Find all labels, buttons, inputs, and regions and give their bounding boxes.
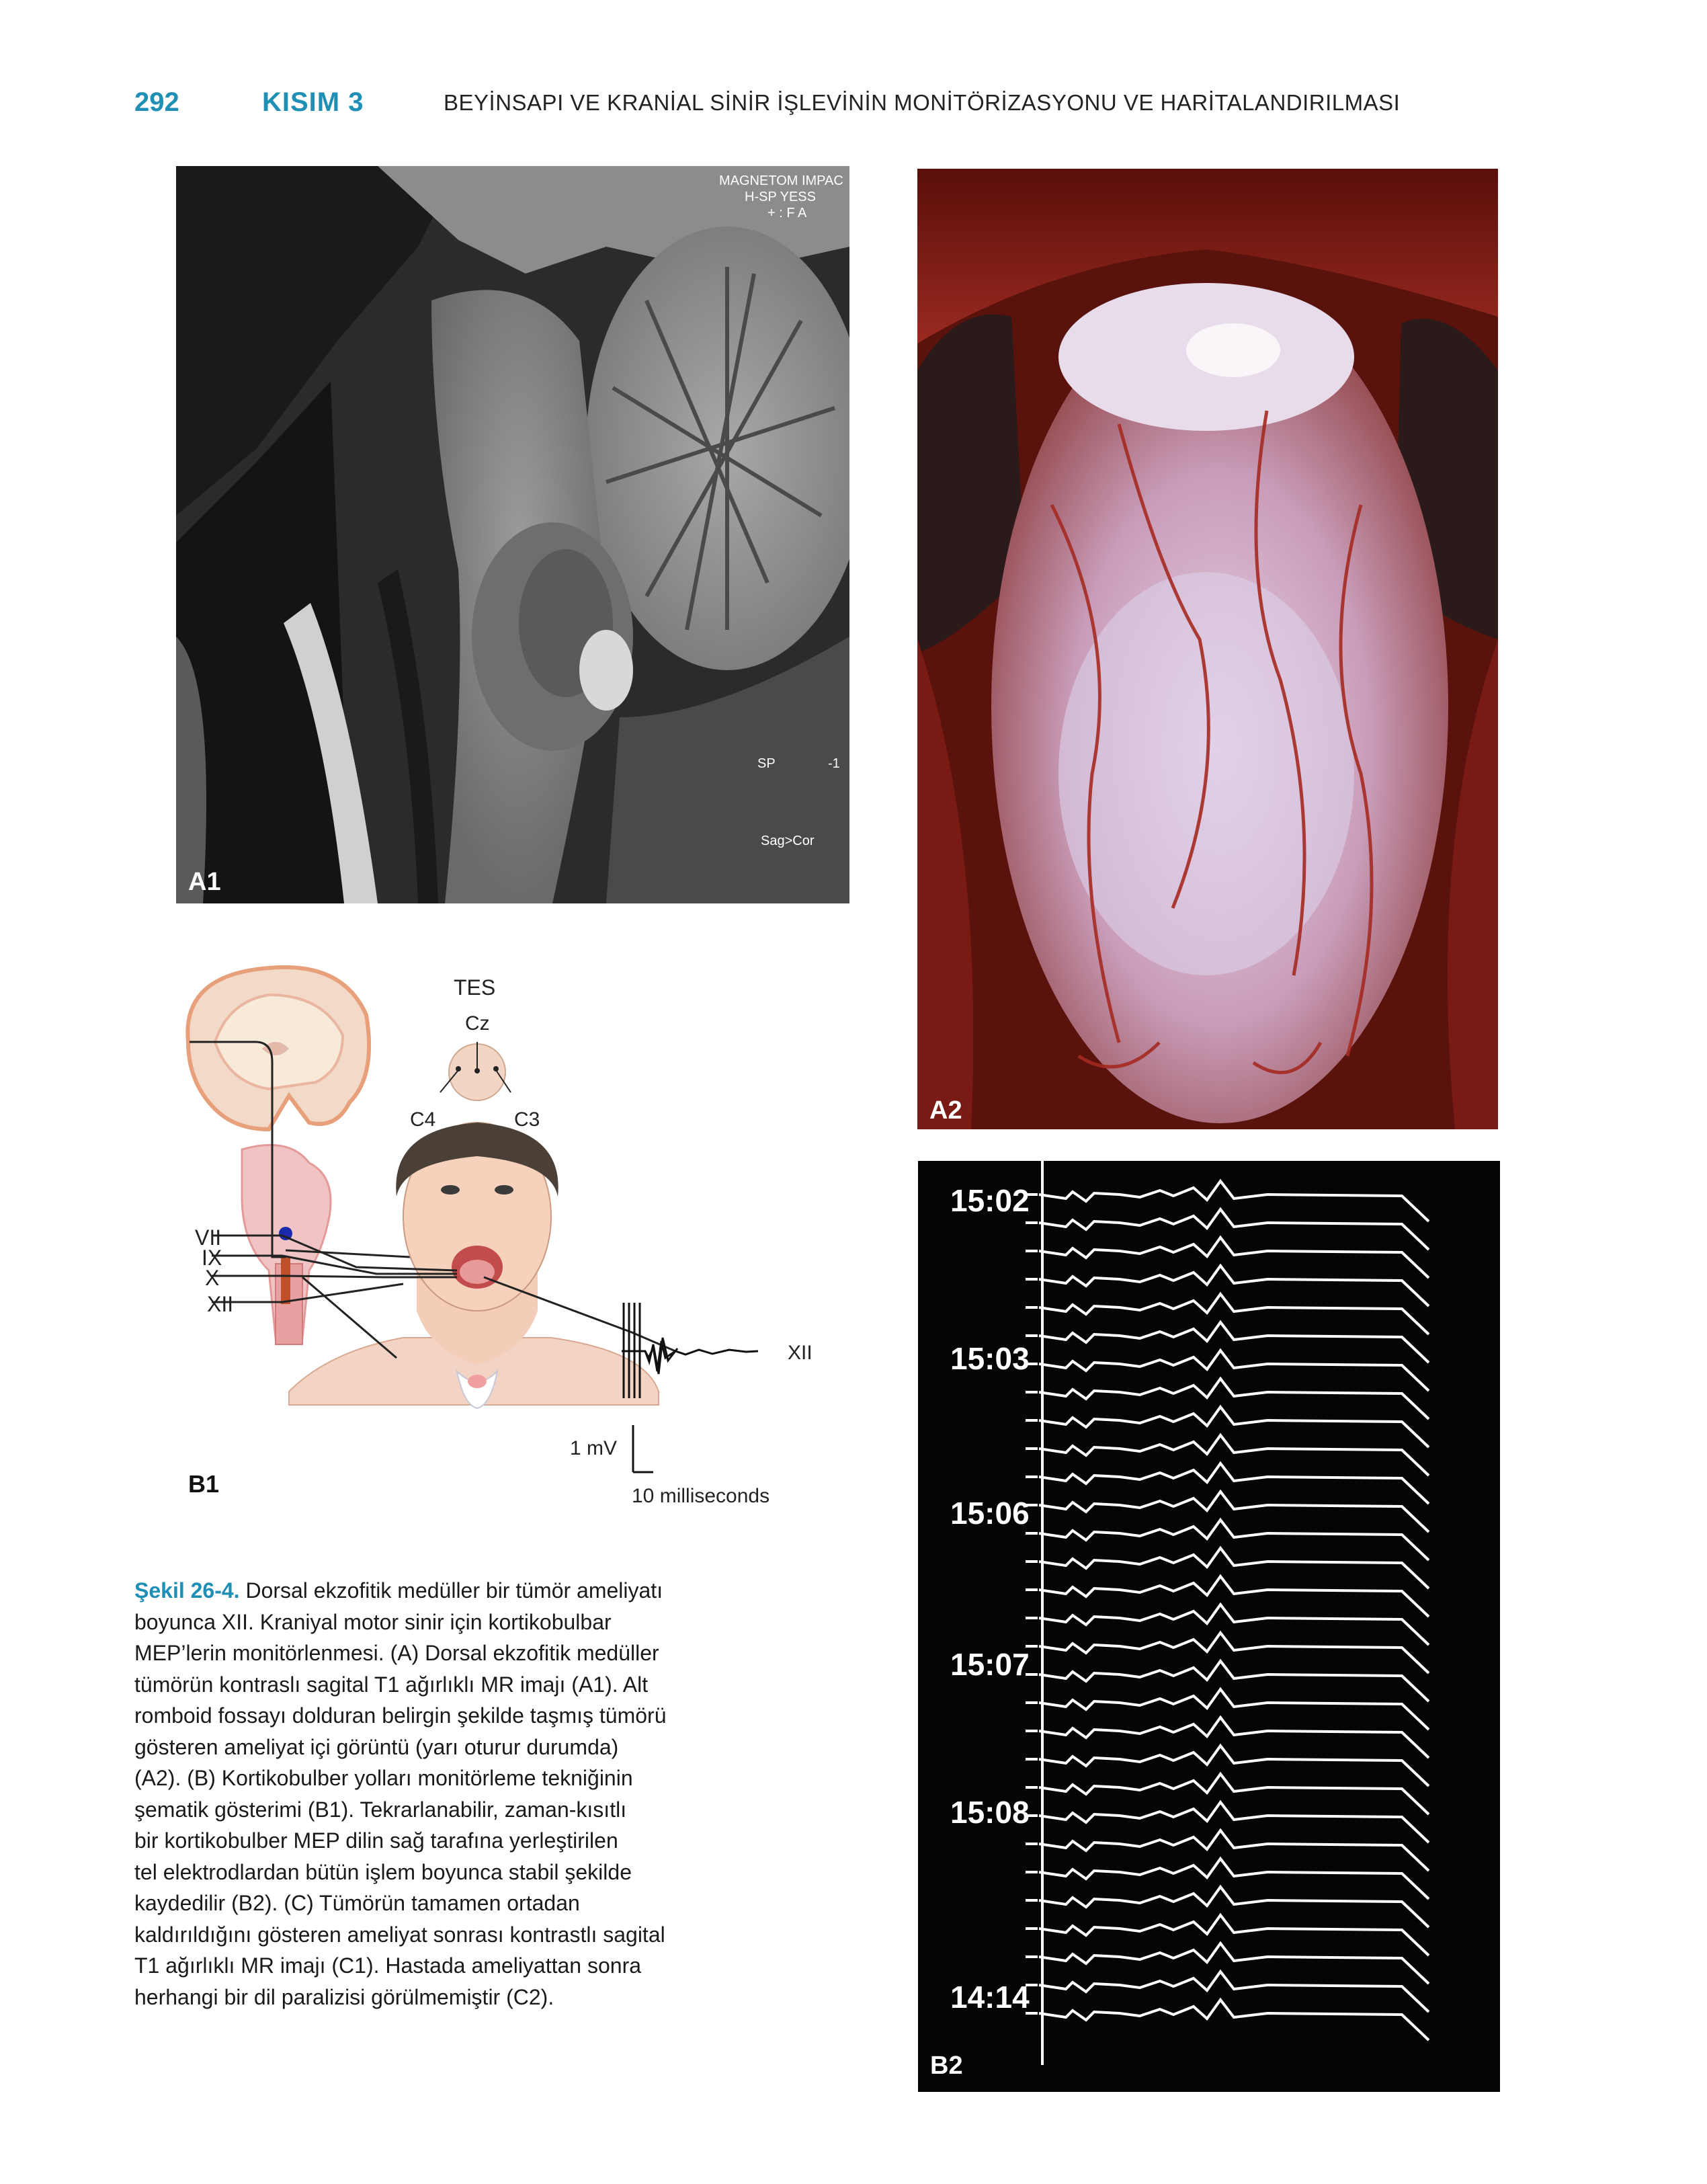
mep-trace: [1039, 1181, 1429, 1221]
caption-line: herhangi bir dil paralizisi görülmemiştir (C2).: [134, 1984, 554, 2009]
brain-coronal-drawing: [188, 967, 369, 1129]
running-title: BEYİNSAPI VE KRANİAL SİNİR İŞLEVİNİN MONİTÖRİZASYONU VE HARİTALANDIRILMASI: [444, 90, 1401, 115]
mep-trace: [1039, 1717, 1429, 1758]
mri-overlay-sp: SP: [757, 756, 776, 771]
mri-overlay-minus1: -1: [828, 756, 840, 771]
mri-overlay-orientation: Sag>Cor: [761, 834, 815, 848]
timestamp-5: 15:08: [950, 1795, 1030, 1830]
scale-time: 10 milliseconds: [632, 1485, 770, 1507]
label-nerve-x: X: [205, 1266, 220, 1290]
mep-trace: [1039, 1576, 1429, 1617]
mep-trace: [1039, 1435, 1429, 1475]
mep-trace: [1039, 1802, 1429, 1843]
mep-trace: [1039, 2000, 1429, 2040]
label-nerve-vii: VII: [195, 1225, 222, 1250]
mep-trace: [1039, 1859, 1429, 1899]
caption-line: kaydedilir (B2). (C) Tümörün tamamen ortadan: [134, 1891, 580, 1915]
timestamp-2: 15:03: [950, 1341, 1030, 1376]
timestamp-4: 15:07: [950, 1647, 1030, 1682]
timestamp-6: 14:14: [950, 1980, 1030, 2015]
panel-label-b1: B1: [188, 1470, 220, 1498]
mep-trace: [1039, 1407, 1429, 1447]
mep-trace: [1039, 1605, 1429, 1645]
mep-trace: [1039, 1943, 1429, 1984]
label-trace-xii: XII: [788, 1342, 813, 1364]
mep-traces-b2: [918, 1161, 1500, 2092]
mep-trace: [1039, 1830, 1429, 1871]
mep-trace: [1039, 1661, 1429, 1701]
panel-label-b2: B2: [930, 2052, 963, 2080]
mep-trace: [1039, 1379, 1429, 1419]
label-c3: C3: [514, 1108, 540, 1131]
label-c4: C4: [410, 1108, 436, 1131]
mep-trace: [1039, 1746, 1429, 1786]
caption-line: tümörün kontraslı sagital T1 ağırlıklı MR imajı (A1). Alt: [134, 1672, 649, 1697]
brainstem-drawing: [242, 1145, 331, 1344]
mep-trace: [1039, 1915, 1429, 1955]
mri-image-a1: [176, 166, 849, 903]
caption-line: Dorsal ekzofitik medüller bir tümör ameliyatı: [245, 1578, 663, 1603]
mep-trace: [1039, 1633, 1429, 1673]
mep-trace: [1039, 1689, 1429, 1730]
label-cz: Cz: [465, 1012, 490, 1035]
mep-trace: [1039, 1322, 1429, 1363]
mri-illustration: [176, 166, 849, 903]
surgical-illustration: [917, 169, 1498, 1129]
caption-line: şematik gösterimi (B1). Tekrarlanabilir, zaman-kısıtlı: [134, 1797, 627, 1822]
label-nerve-xii: XII: [207, 1292, 234, 1316]
mep-trace: [1039, 1463, 1429, 1504]
page-number: 292: [134, 87, 179, 117]
caption-line: boyunca XII. Kraniyal motor sinir için kortikobulbar: [134, 1609, 612, 1634]
mri-overlay-line1: MAGNETOM IMPAC: [719, 173, 843, 188]
scale-voltage: 1 mV: [570, 1437, 618, 1459]
caption-line: (A2). (B) Kortikobulber yolları monitörleme tekniğinin: [134, 1766, 633, 1790]
mri-overlay-line2: H-SP YESS: [745, 190, 816, 204]
schematic-b1: [175, 961, 860, 1512]
caption-line: gösteren ameliyat içi görüntü (yarı oturur durumda): [134, 1734, 619, 1759]
mep-trace: [1039, 1238, 1429, 1278]
patient-drawing: [289, 1123, 659, 1408]
mep-trace: [1039, 1294, 1429, 1334]
surgical-photo-a2: [917, 169, 1498, 1129]
timestamp-1: 15:02: [950, 1183, 1030, 1218]
timestamp-3: 15:06: [950, 1496, 1030, 1531]
mep-trace: [1039, 1887, 1429, 1927]
mri-overlay-line3: + : F A: [767, 206, 807, 220]
mep-trace: [1039, 1350, 1429, 1391]
caption-line: kaldırıldığını gösteren ameliyat sonrası kontrastlı sagital: [134, 1922, 665, 1947]
caption-line: tel elektrodlardan bütün işlem boyunca stabil şekilde: [134, 1859, 632, 1884]
caption-label: Şekil 26-4.: [134, 1578, 240, 1603]
figure-caption: [134, 1575, 806, 2013]
label-tes: TES: [454, 975, 496, 1000]
mep-trace: [1039, 1548, 1429, 1588]
mep-trace: [1039, 1972, 1429, 2012]
section-label: KISIM 3: [262, 87, 364, 117]
caption-line: MEP’lerin monitörlenmesi. (A) Dorsal ekzofitik medüller: [134, 1641, 659, 1665]
mep-trace: [1039, 1266, 1429, 1306]
panel-label-a2: A2: [929, 1096, 962, 1125]
mep-trace: [1039, 1492, 1429, 1532]
caption-line: romboid fossayı dolduran belirgin şekilde taşmış tümörü: [134, 1703, 667, 1728]
mep-trace: [1039, 1520, 1429, 1560]
mep-trace: [1039, 1209, 1429, 1250]
mep-trace: [1039, 1774, 1429, 1814]
schematic-illustration: [175, 961, 860, 1512]
caption-body: [134, 1578, 666, 2009]
label-nerve-ix: IX: [202, 1246, 222, 1270]
mep-traces-svg: [918, 1161, 1500, 2092]
caption-line: T1 ağırlıklı MR imajı (C1). Hastada ameliyattan sonra: [134, 1953, 642, 1978]
caption-line: bir kortikobulber MEP dilin sağ tarafına yerleştirilen: [134, 1828, 618, 1853]
panel-label-a1: A1: [188, 868, 221, 896]
